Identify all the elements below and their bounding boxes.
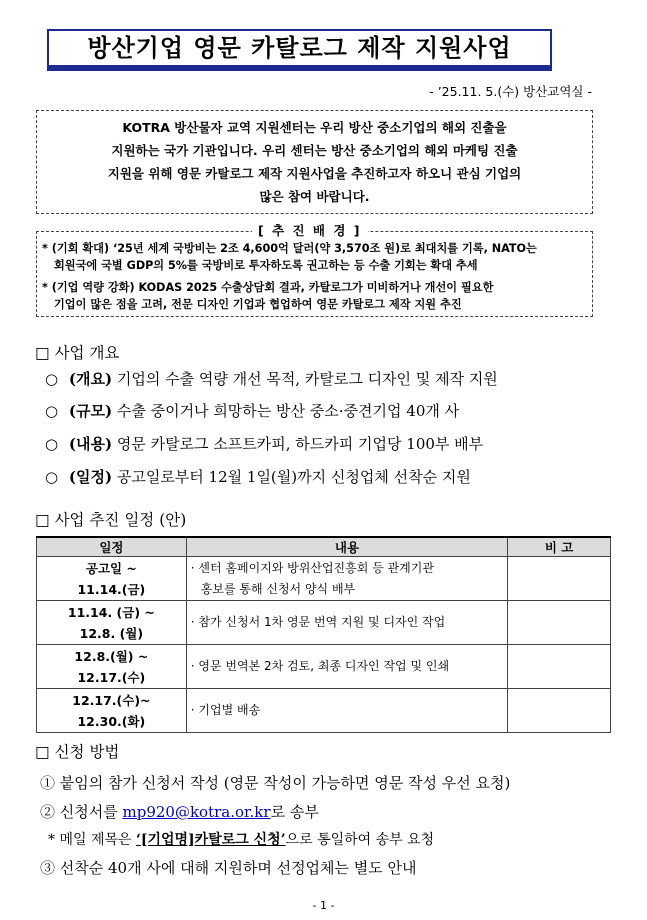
background-bullet-line: 기업이 많은 점을 고려, 전문 디자인 기업과 협업하여 영문 카탈로그 제작 지원 추진 xyxy=(54,298,462,311)
overview-item-text: 공고일로부터 12월 1일(월)까지 신청업체 선착순 지원 xyxy=(116,468,471,486)
date-cell xyxy=(37,557,187,601)
method-item-prefix: ② 신청서를 xyxy=(40,803,123,821)
schedule-heading: □ 사업 추진 일정 (안) xyxy=(35,511,187,529)
overview-item xyxy=(45,466,471,487)
content-line: · 기업별 배송 xyxy=(190,703,261,717)
background-bullet xyxy=(42,240,590,274)
date-cell xyxy=(37,689,187,733)
method-item: ③ 선착순 40개 사에 대해 지원하며 선정업체는 별도 안내 xyxy=(40,859,417,877)
intro-line: 지원을 위해 영문 카탈로그 제작 지원사업을 추진하고자 하오니 관심 기업의 xyxy=(107,166,522,181)
circle-bullet-icon: ○ xyxy=(45,435,59,453)
content-cell xyxy=(186,601,507,645)
background-bullet-line: * (기회 확대) ‘25년 세계 국방비는 2조 4,600억 달러(약 3,570조 원)로 최대치를 기록, NATO는 xyxy=(42,242,537,255)
table-row xyxy=(37,645,611,689)
method-item: ① 붙임의 참가 신청서 작성 (영문 작성이 가능하면 영문 작성 우선 요청) xyxy=(40,774,511,792)
intro-line: 지원하는 국가 기관입니다. 우리 센터는 방산 중소기업의 해외 마케팅 진출 xyxy=(111,143,518,158)
note-cell xyxy=(508,601,611,645)
background-bullet-line: 회원국에 국별 GDP의 5%를 국방비로 투자하도록 권고하는 등 수출 기회는 확대 추세 xyxy=(54,259,478,272)
overview-heading: □ 사업 개요 xyxy=(35,344,120,362)
overview-item-label: (일정) xyxy=(68,468,113,486)
overview-item-text: 수출 중이거나 희망하는 방산 중소·중견기업 40개 사 xyxy=(116,402,460,420)
header-content: 내용 xyxy=(186,537,507,557)
header-date: 일정 xyxy=(37,537,187,557)
circle-bullet-icon: ○ xyxy=(45,402,59,420)
overview-item-text: 영문 카탈로그 소프트카피, 하드카피 기업당 100부 배부 xyxy=(116,435,484,453)
email-link[interactable]: mp920@kotra.or.kr xyxy=(122,803,271,821)
content-line: · 참가 신청서 1차 영문 번역 지원 및 디자인 작업 xyxy=(190,615,446,629)
content-line: · 영문 번역본 2차 검토, 최종 디자인 작업 및 인쇄 xyxy=(190,659,450,673)
circle-bullet-icon: ○ xyxy=(45,370,59,388)
date-end: 12.30.(화) xyxy=(77,713,146,729)
date-cell xyxy=(37,645,187,689)
overview-item-label: (내용) xyxy=(68,435,113,453)
mail-subject-format: ‘[기업명]카탈로그 신청’ xyxy=(135,832,286,848)
method-note xyxy=(48,829,434,849)
date-start: 11.14. (금) ~ xyxy=(67,604,155,620)
content-cell xyxy=(186,557,507,601)
method-note-suffix: 으로 통일하여 송부 요청 xyxy=(285,832,435,848)
method-note-prefix: * 메일 제목은 xyxy=(48,832,136,848)
intro-box xyxy=(36,110,593,214)
title-banner xyxy=(47,29,552,71)
content-line: · 센터 홈페이지와 방위산업진흥회 등 관계기관 xyxy=(190,560,434,575)
date-start: 12.17.(수)~ xyxy=(72,692,151,708)
schedule-table xyxy=(36,536,611,733)
date-start: 공고일 ~ xyxy=(85,560,137,576)
date-end: 12.8. (월) xyxy=(79,625,144,641)
intro-line: 많은 참여 바랍니다. xyxy=(259,189,370,204)
circle-bullet-icon: ○ xyxy=(45,468,59,486)
date-end: 11.14.(금) xyxy=(77,581,146,597)
date-department-line: - ’25.11. 5.(수) 방산교역실 - xyxy=(429,84,592,99)
header-note: 비 고 xyxy=(508,537,611,557)
note-cell xyxy=(508,557,611,601)
title-underline-bar xyxy=(47,67,552,71)
page-number: - 1 - xyxy=(312,899,335,912)
document-title: 방산기업 영문 카탈로그 제작 지원사업 xyxy=(87,34,512,62)
overview-item-label: (규모) xyxy=(68,402,113,420)
overview-item xyxy=(45,368,498,389)
table-row xyxy=(37,689,611,733)
content-line: 홍보를 통해 신청서 양식 배부 xyxy=(200,581,356,596)
overview-item xyxy=(45,400,459,421)
overview-item xyxy=(45,433,483,454)
date-cell xyxy=(37,601,187,645)
table-header-row xyxy=(37,537,611,557)
intro-line: KOTRA 방산물자 교역 지원센터는 우리 방산 중소기업의 해외 진출을 xyxy=(122,120,507,135)
method-item-suffix: 로 송부 xyxy=(270,803,319,821)
background-bullet-line: * (기업 역량 강화) KODAS 2025 수출상담회 결과, 카탈로그가 미비하거나 개선이 필요한 xyxy=(42,281,494,294)
content-cell xyxy=(186,689,507,733)
note-cell xyxy=(508,689,611,733)
date-end: 12.17.(수) xyxy=(77,669,146,685)
note-cell xyxy=(508,645,611,689)
background-title: [ 추 진 배 경 ] xyxy=(252,221,368,239)
background-bullet xyxy=(42,279,590,313)
table-row xyxy=(37,557,611,601)
overview-item-text: 기업의 수출 역량 개선 목적, 카탈로그 디자인 및 제작 지원 xyxy=(116,370,498,388)
date-start: 12.8.(월) ~ xyxy=(74,648,149,664)
method-heading: □ 신청 방법 xyxy=(35,743,120,761)
overview-item-label: (개요) xyxy=(68,370,113,388)
table-row xyxy=(37,601,611,645)
content-cell xyxy=(186,645,507,689)
method-item xyxy=(40,801,319,822)
